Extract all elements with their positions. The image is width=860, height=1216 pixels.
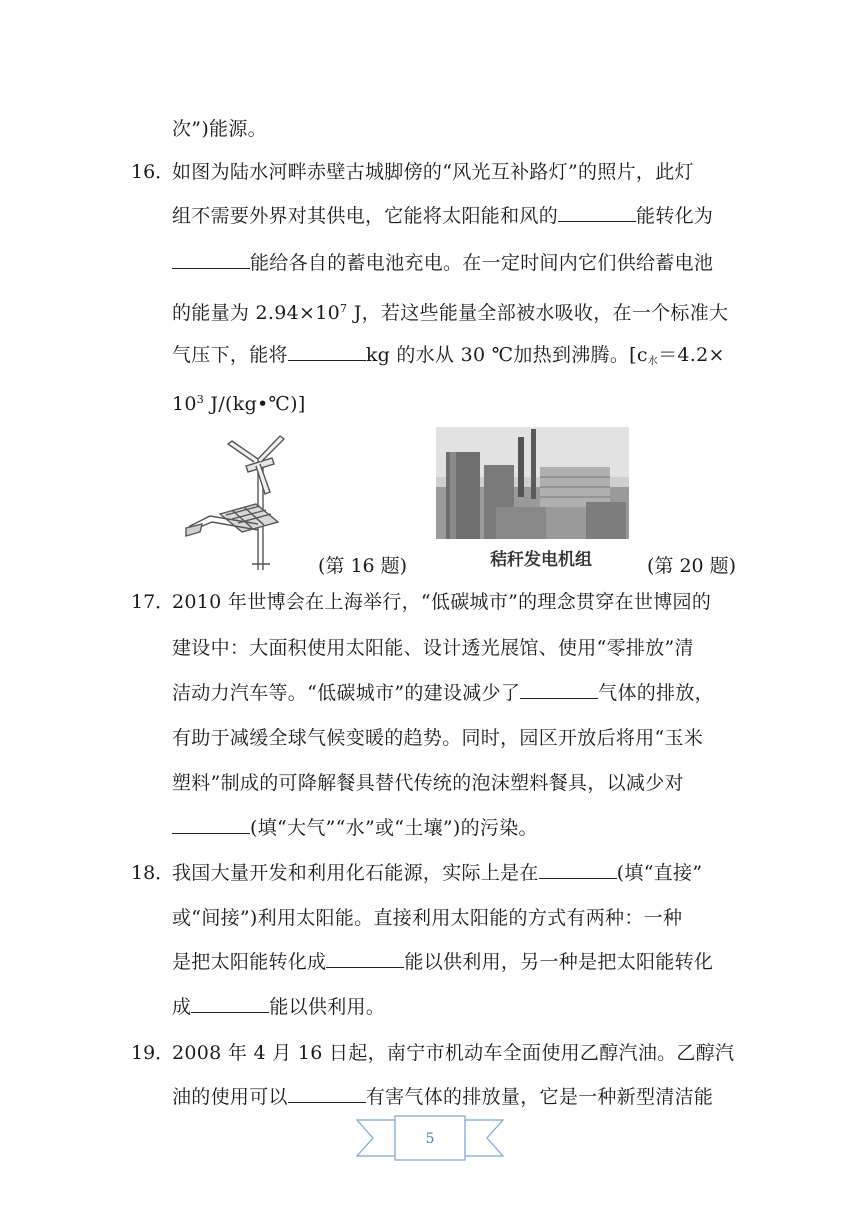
q19-line-2: 油的使用可以 有害气体的排放量，它是一种新型清洁能 [172, 1086, 714, 1108]
answer-blank[interactable] [172, 816, 250, 834]
q18-line-1: 我国大量开发和利用化石能源，实际上是在 (填“直接” [172, 862, 703, 884]
q17-line-4: 有助于减缓全球气候变暖的趋势。同时，园区开放后将用“玉米 [172, 727, 704, 749]
answer-blank[interactable] [558, 204, 636, 222]
q17-line-5: 塑料”制成的可降解餐具替代传统的泡沫塑料餐具，以减少对 [172, 772, 684, 794]
photo-label: 秸秆发电机组 [490, 550, 592, 570]
answer-blank[interactable] [539, 861, 617, 879]
straw-power-plant-photo [436, 427, 629, 539]
q18-line-3: 是把太阳能转化成 能以供利用，另一种是把太阳能转化 [172, 951, 714, 973]
q16-line-5: 气压下，能将 kg 的水从 30 ℃加热到沸腾。[$c_水=4.2\times$ [172, 344, 725, 367]
answer-blank[interactable] [326, 950, 404, 968]
answer-blank[interactable] [520, 681, 598, 699]
q19-number: 19． [131, 1042, 175, 1064]
answer-blank[interactable] [191, 995, 269, 1013]
q17-line-6: (填“大气”“水”或“土壤”)的污染。 [172, 816, 538, 840]
q17-line-2: 建设中：大面积使用太阳能、设计透光展馆、使用“零排放”清 [172, 637, 694, 659]
q19-line-1: 2008 年 4 月 16 日起，南宁市机动车全面使用乙醇汽油。乙醇汽 [172, 1042, 735, 1064]
figure-20-caption: (第 20 题) [647, 555, 737, 577]
answer-blank[interactable] [288, 1085, 366, 1103]
figure-16-caption: (第 16 题) [318, 555, 408, 577]
q18-number: 18． [131, 862, 175, 884]
q16-line-1: 如图为陆水河畔赤壁古城脚傍的“风光互补路灯”的照片，此灯 [172, 161, 694, 183]
q18-line-2: 或“间接”)利用太阳能。直接利用太阳能的方式有两种：一种 [172, 907, 683, 929]
answer-blank[interactable] [288, 343, 366, 361]
q16-line-4: 的能量为 $2.94\times 10^7$ J，若这些能量全部被水吸收，在一个标准大 [172, 302, 729, 324]
q16-line-6: $10^3$ J/(kg•℃)] [172, 393, 306, 415]
q16-line-3: 能给各自的蓄电池充电。在一定时间内它们供给蓄电池 [172, 251, 713, 275]
q15-tail-text: 次”)能源。 [172, 118, 267, 140]
q17-line-3: 洁动力汽车等。“低碳城市”的建设减少了 气体的排放， [172, 682, 714, 704]
q18-line-4: 成 能以供利用。 [172, 996, 386, 1018]
q16-number: 16． [131, 161, 175, 183]
q16-line-2: 组不需要外界对其供电，它能将太阳能和风的 能转化为 [172, 205, 714, 227]
wind-solar-streetlight-figure [180, 428, 310, 570]
page-number: 5 [425, 1131, 435, 1147]
q17-line-1: 2010 年世博会在上海举行，“低碳城市”的理念贯穿在世博园的 [172, 591, 712, 613]
q17-number: 17． [131, 591, 175, 613]
answer-blank[interactable] [172, 251, 250, 269]
